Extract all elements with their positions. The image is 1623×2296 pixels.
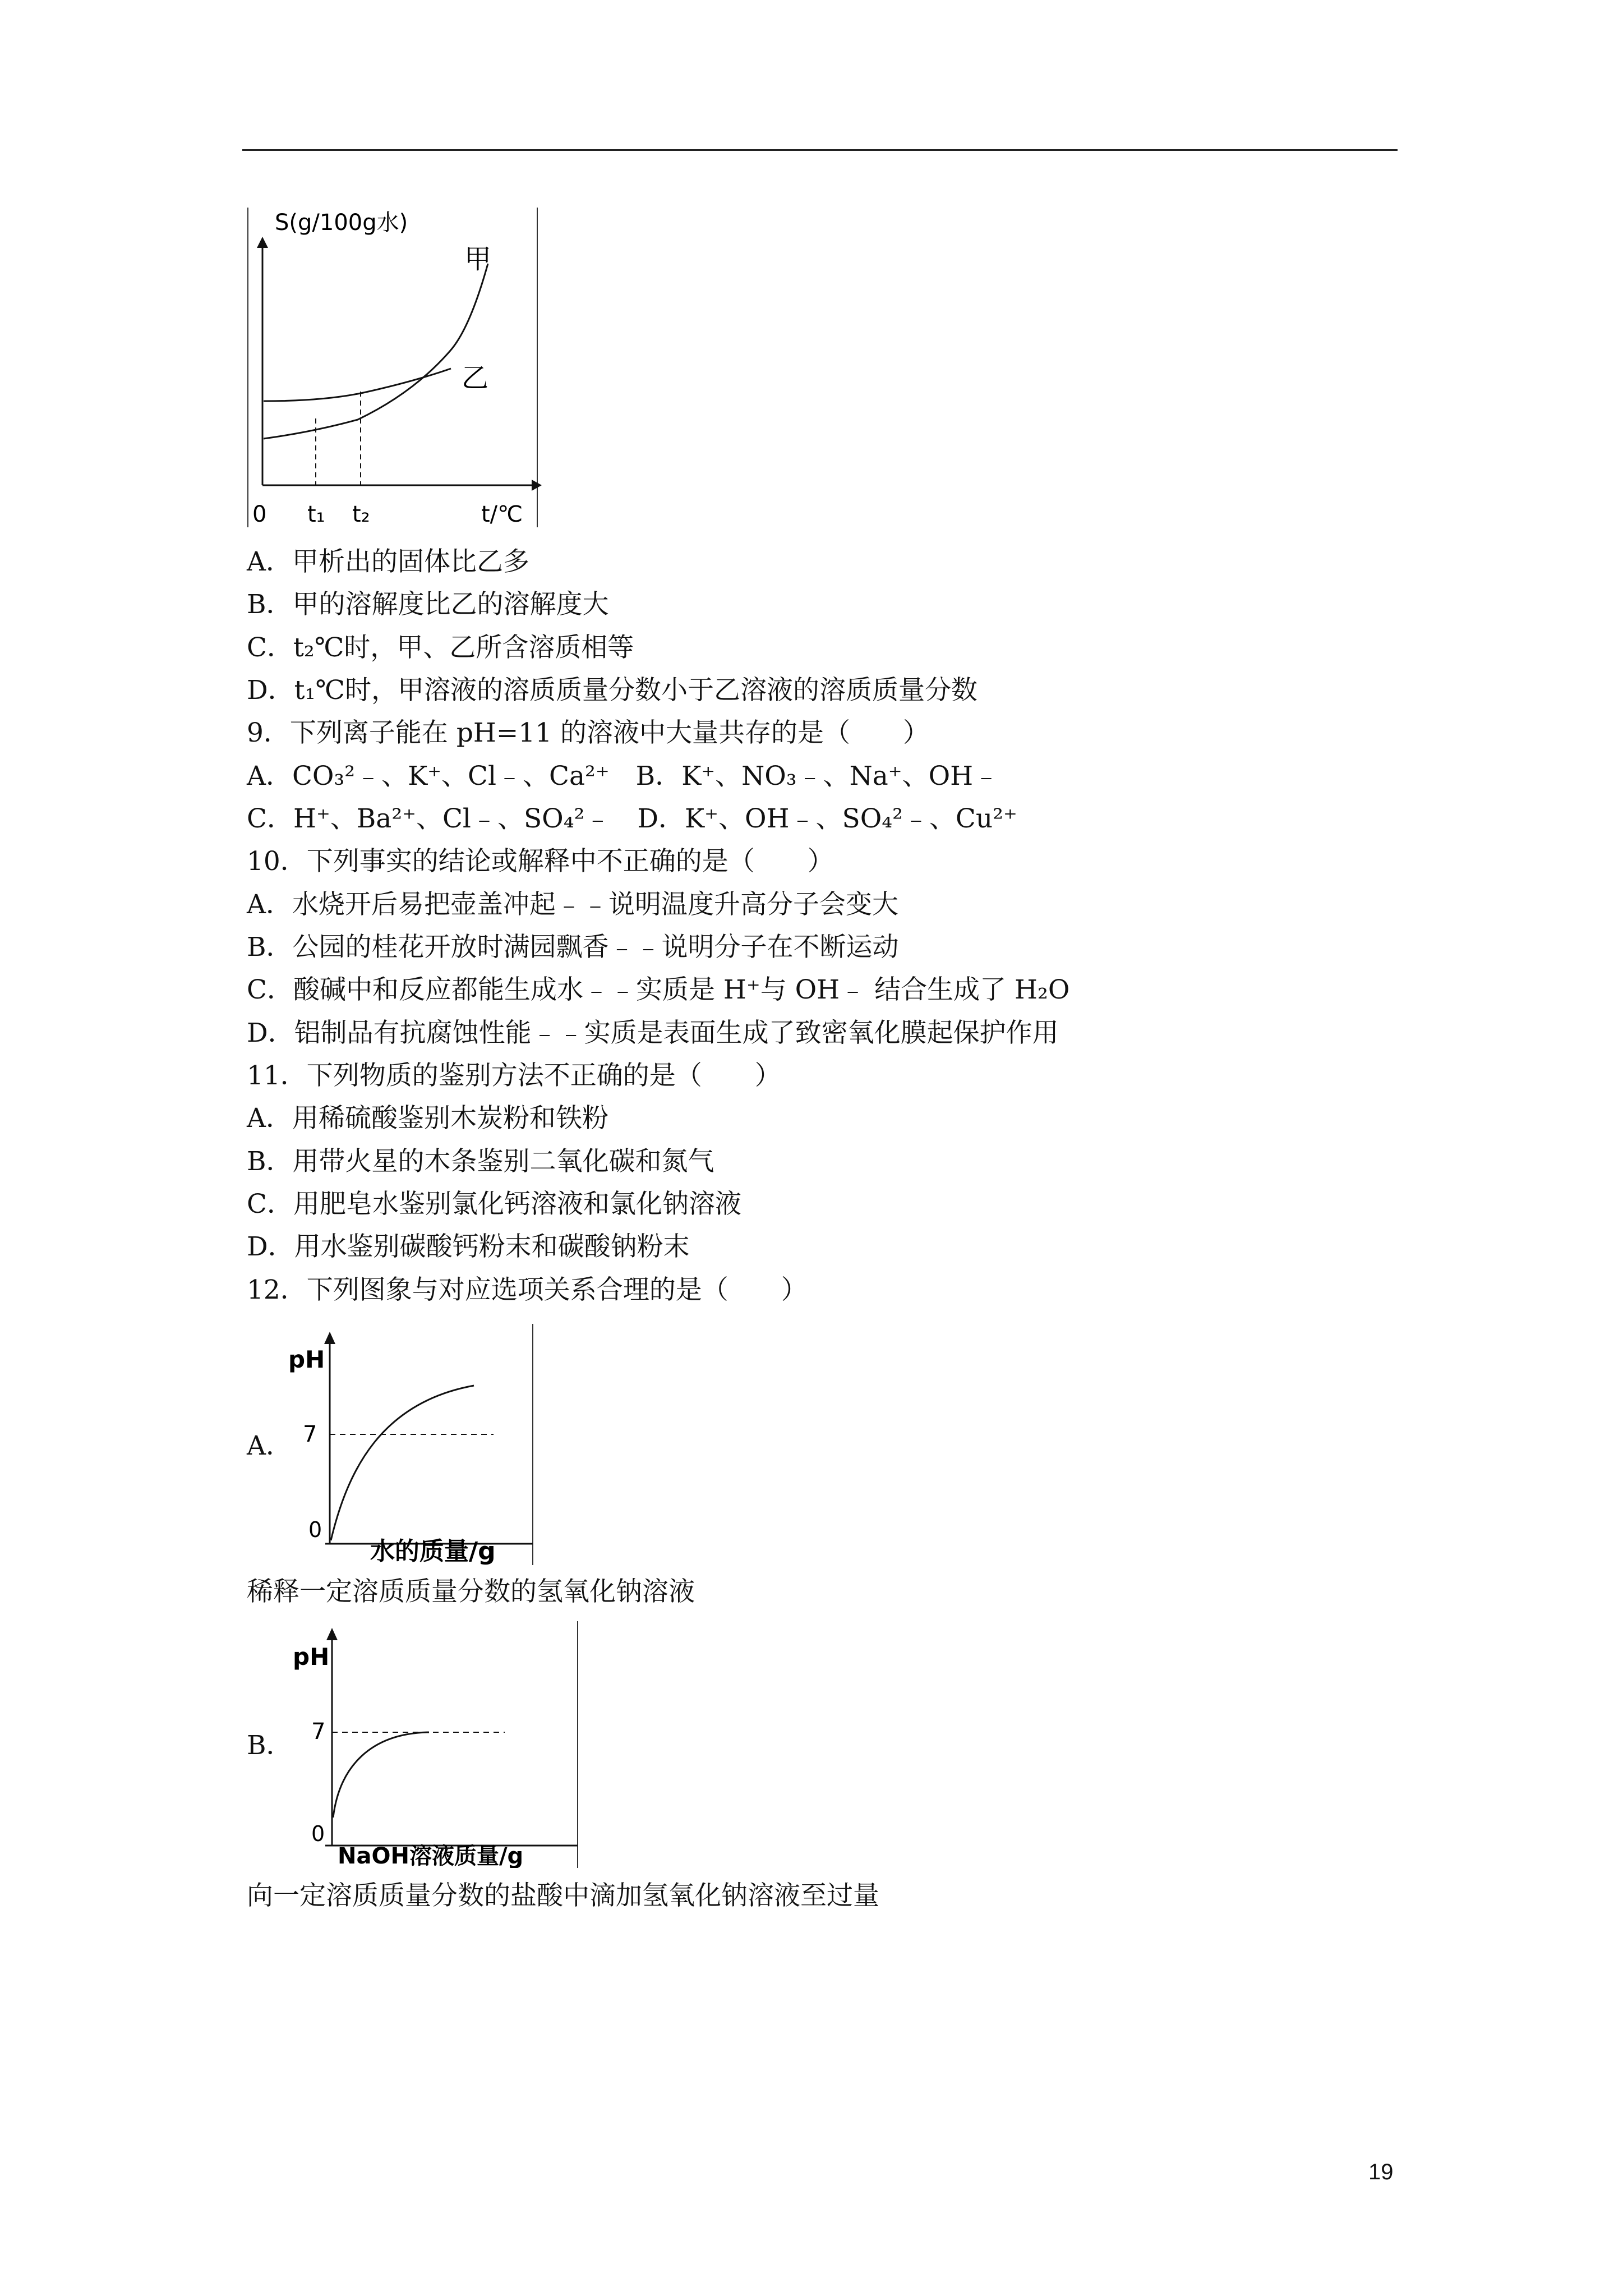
origin-label: 0	[252, 501, 267, 527]
q12-option-b-caption: 向一定溶质质量分数的盐酸中滴加氢氧化钠溶液至过量	[247, 1880, 879, 1911]
q11-option-b: B．用带火星的木条鉴别二氧化碳和氮气	[247, 1146, 714, 1177]
tick-label-t1: t₁	[307, 501, 325, 527]
q9-options-row2: C．H⁺、Ba²⁺、Cl﹣、SO₄²﹣ D．K⁺、OH﹣、SO₄²﹣、Cu²⁺	[247, 803, 1017, 834]
page-number: 19	[1368, 2160, 1394, 2184]
q11-stem: 11．下列物质的鉴别方法不正确的是（ ）	[247, 1060, 781, 1091]
q8-option-b: B．甲的溶解度比乙的溶解度大	[247, 589, 609, 620]
curve-jia	[264, 264, 488, 439]
q10-option-b: B．公园的桂花开放时满园飘香﹣﹣说明分子在不断运动	[247, 932, 899, 963]
tick-label-7: 7	[303, 1421, 317, 1447]
q8-option-c: C．t₂℃时，甲、乙所含溶质相等	[247, 632, 634, 663]
y-axis-label: pH	[293, 1643, 330, 1671]
q9-options-row1: A．CO₃²﹣、K⁺、Cl﹣、Ca²⁺ B．K⁺、NO₃﹣、Na⁺、OH﹣	[247, 761, 1000, 792]
q12-graph-b	[286, 1621, 583, 1868]
q12-option-a-letter: A．	[247, 1430, 292, 1461]
q10-option-a: A．水烧开后易把壶盖冲起﹣﹣说明温度升高分子会变大	[247, 889, 898, 920]
tick-label-7: 7	[311, 1719, 326, 1745]
origin-label: 0	[308, 1517, 322, 1542]
q9-stem: 9．下列离子能在 pH=11 的溶液中大量共存的是（ ）	[247, 717, 930, 748]
x-axis-label: t/℃	[481, 501, 523, 527]
q12-option-b-letter: B．	[247, 1730, 293, 1761]
q12-option-a-caption: 稀释一定溶质质量分数的氢氧化钠溶液	[247, 1576, 695, 1607]
header-rule	[242, 149, 1398, 151]
q8-option-a: A．甲析出的固体比乙多	[247, 546, 529, 577]
x-axis-label: NaOH溶液质量/g	[338, 1843, 524, 1868]
q12-stem: 12．下列图象与对应选项关系合理的是（ ）	[247, 1274, 808, 1305]
origin-label: 0	[311, 1821, 325, 1846]
q11-option-a: A．用稀硫酸鉴别木炭粉和铁粉	[247, 1103, 608, 1134]
q12-graph-a	[286, 1324, 538, 1565]
x-axis-label: 水的质量/g	[370, 1537, 496, 1565]
curve-label-yi: 乙	[462, 362, 489, 394]
y-axis-label: S(g/100g水)	[275, 210, 408, 236]
q10-option-d: D．铝制品有抗腐蚀性能﹣﹣实质是表面生成了致密氧化膜起保护作用	[247, 1018, 1059, 1048]
y-axis-label: pH	[288, 1346, 325, 1373]
curve-label-jia: 甲	[464, 243, 492, 275]
q10-option-c: C．酸碱中和反应都能生成水﹣﹣实质是 H⁺与 OH﹣ 结合生成了 H₂O	[247, 974, 1070, 1005]
q11-option-c: C．用肥皂水鉴别氯化钙溶液和氯化钠溶液	[247, 1189, 741, 1220]
q10-stem: 10．下列事实的结论或解释中不正确的是（ ）	[247, 846, 834, 877]
ph-curve	[331, 1386, 474, 1540]
tick-label-t2: t₂	[352, 501, 370, 527]
curve-yi	[264, 369, 451, 401]
solubility-graph	[246, 208, 543, 527]
ph-curve	[333, 1732, 429, 1818]
q11-option-d: D．用水鉴别碳酸钙粉末和碳酸钠粉末	[247, 1231, 690, 1262]
q8-option-d: D．t₁℃时，甲溶液的溶质质量分数小于乙溶液的溶质质量分数	[247, 675, 978, 706]
